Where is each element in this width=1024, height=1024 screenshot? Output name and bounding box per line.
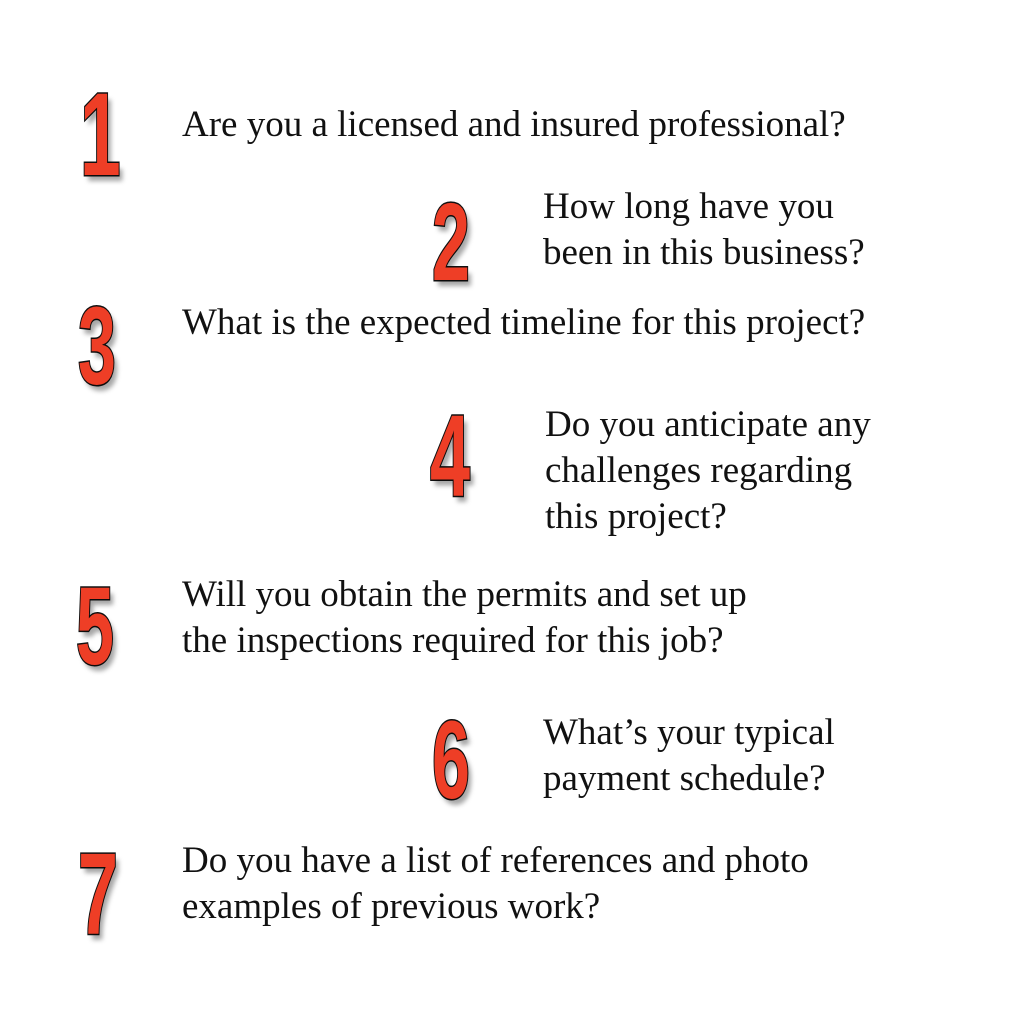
question-6 — [543, 710, 835, 802]
number-6: 6 — [432, 699, 470, 822]
number-3: 3 — [78, 285, 116, 408]
question-1 — [182, 102, 846, 148]
question-3 — [182, 300, 865, 346]
question-1-line-1: Are you a licensed and insured professional? — [182, 104, 846, 145]
question-6-line-2: payment schedule? — [543, 758, 826, 799]
question-5-line-2: the inspections required for this job? — [182, 620, 724, 661]
number-5: 5 — [76, 565, 114, 688]
question-7 — [182, 838, 809, 930]
number-1: 1 — [80, 69, 121, 201]
question-4-line-1: Do you anticipate any — [545, 404, 871, 445]
question-2 — [543, 184, 865, 276]
question-2-line-1: How long have you — [543, 186, 834, 227]
number-4: 4 — [430, 391, 470, 521]
question-7-line-1: Do you have a list of references and photo — [182, 840, 809, 881]
question-4-line-2: challenges regarding — [545, 450, 853, 491]
question-5 — [182, 572, 747, 664]
question-5-line-1: Will you obtain the permits and set up — [182, 574, 747, 615]
question-3-line-1: What is the expected timeline for this project? — [182, 302, 866, 343]
question-6-line-1: What’s your typical — [543, 712, 835, 753]
question-4-line-3: this project? — [545, 496, 727, 537]
number-2: 2 — [432, 181, 470, 304]
number-7: 7 — [78, 829, 118, 959]
question-2-line-2: been in this business? — [543, 232, 865, 273]
question-4 — [545, 402, 871, 540]
question-7-line-2: examples of previous work? — [182, 886, 601, 927]
